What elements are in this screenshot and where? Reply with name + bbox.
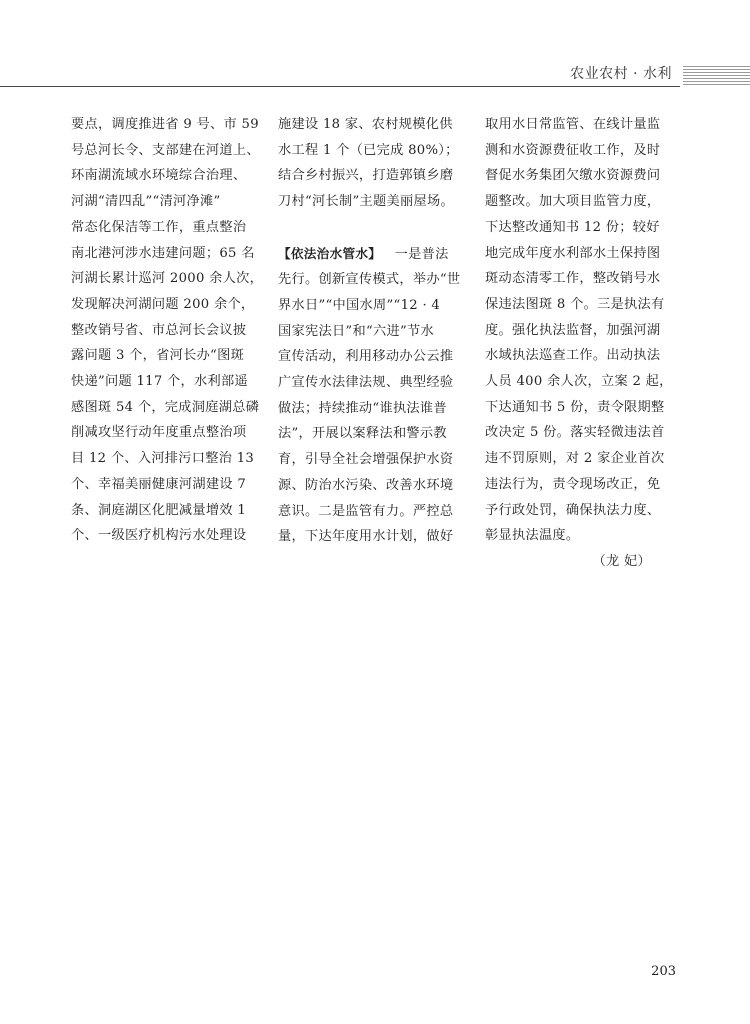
text-line: 号总河长令、支部建在河道上、 (71, 142, 260, 158)
text-line: 予行政处罚，确保执法力度、 (485, 502, 661, 518)
text-column-3 (485, 112, 673, 575)
text-line: 施建设 18 家、农村规模化供 (278, 117, 453, 132)
text-line: 快递”问题 117 个，水利部遥 (71, 374, 248, 390)
text-line: 露问题 3 个，省河长办“图斑 (71, 348, 245, 364)
text-line: 削减攻坚行动年度重点整治项 (71, 425, 247, 441)
text-line: 目 12 个、入河排污口整治 13 (71, 451, 255, 467)
text-line: 发现解决河湖问题 200 余个， (71, 296, 255, 312)
text-line: 个、一级医疗机构污水处理设 (71, 528, 247, 544)
text-line: 测和水资源费征收工作，及时 (485, 142, 661, 158)
text-line: 河湖“清四乱”“清河净滩” (71, 194, 221, 210)
section-title: 农业农村 · 水利 (570, 66, 672, 82)
section-heading: 【依法治水管水】 (278, 245, 382, 261)
text-line: 下达整改通知书 12 份；较好 (485, 219, 660, 235)
text-line: 国家宪法日”和“六进”节水 (278, 323, 434, 339)
header-rule (0, 86, 680, 87)
text-line: 做法；持续推动“谁执法谁普 (278, 400, 447, 416)
text-line: 河湖长累计巡河 2000 余人次， (71, 271, 264, 287)
text-line: 先行。创新宣传模式，举办“世 (278, 272, 461, 288)
text-line: 取用水日常监管、在线计量监 (485, 117, 661, 132)
text-line: 常态化保洁等工作，重点整治 (71, 219, 247, 235)
text-line: 意识。二是监管有力。严控总 (278, 503, 454, 519)
text-line: 地完成年度水利部水土保持图 (485, 245, 661, 261)
text-line: 整改销号省、市总河长会议披 (71, 322, 247, 338)
text-line: 人员 400 余人次，立案 2 起， (485, 374, 673, 390)
text-line: 育，引导全社会增强保护水资 (278, 452, 454, 468)
text-line: 条、洞庭湖区化肥减量增效 1 (71, 502, 247, 518)
text-column-1 (71, 112, 264, 549)
text-line: 违不罚原则，对 2 家企业首次 (485, 451, 665, 467)
text-column-2 (278, 112, 466, 550)
text-line: 彰显执法温度。 (485, 528, 580, 544)
text-line: 环南湖流域水环境综合治理、 (71, 168, 247, 184)
text-line: 广宣传水法律法规、典型经验 (278, 375, 454, 391)
text-line: 改决定 5 份。落实轻微违法首 (485, 425, 665, 441)
text-line: 保违法图斑 8 个。三是执法有 (485, 296, 665, 312)
text-line: 度。强化执法监督，加强河湖 (485, 322, 661, 338)
text-line: 源、防治水污染、改善水环境 (278, 477, 454, 493)
paragraph-gap (278, 215, 466, 241)
text-line: 题整改。加大项目监管力度， (485, 194, 661, 210)
text-line: 水域执法巡查工作。出动执法 (485, 348, 661, 364)
section-heading-line (278, 241, 466, 268)
text-line: 下达通知书 5 份，责令限期整 (485, 399, 665, 415)
text-line: 南北港河涉水违建问题；65 名 (71, 245, 255, 261)
text-line: 刀村“河长制”主题美丽屋场。 (278, 194, 454, 210)
text-line: 斑动态清零工作，整改销号水 (485, 271, 661, 287)
text-line: 法”，开展以案释法和警示教 (278, 426, 447, 442)
text-line: 结合乡村振兴，打造郭镇乡磨 (278, 168, 454, 184)
text-line: 宣传活动，利用移动办公云推 (278, 349, 454, 365)
text-line: 感图斑 54 个，完成洞庭湖总磷 (71, 399, 260, 415)
text-line: 督促水务集团欠缴水资源费问 (485, 168, 661, 184)
author-credit: （龙 妃） (592, 553, 651, 569)
header-stripes-decoration (683, 66, 750, 86)
page-number: 203 (651, 964, 676, 979)
text-line: 水工程 1 个（已完成 80%）； (278, 142, 459, 158)
text-line: 界水日”“中国水周”“12 · 4 (278, 297, 441, 313)
text-line: 个、幸福美丽健康河湖建设 7 (71, 476, 247, 492)
text-line: 要点，调度推进省 9 号、市 59 (71, 117, 259, 132)
text-line: 违法行为，责令现场改正，免 (485, 476, 661, 492)
text-line: 一是普法 (394, 246, 449, 262)
text-line: 量，下达年度用水计划，做好 (278, 529, 454, 545)
